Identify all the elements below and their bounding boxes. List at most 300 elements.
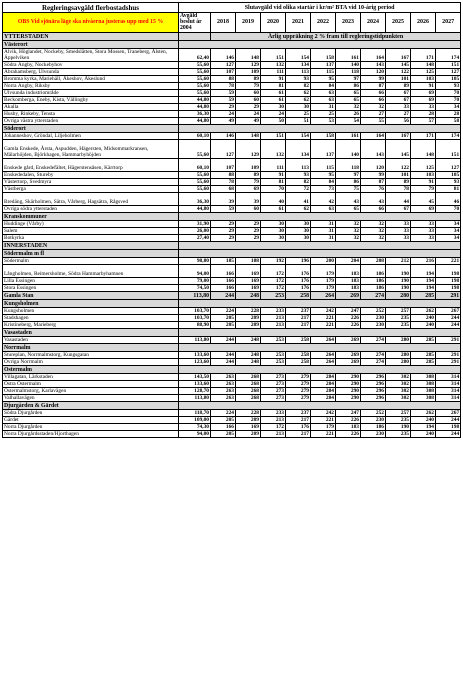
fee-cell: 169 [236, 284, 261, 291]
fee-cell: 115 [311, 68, 336, 75]
fee-cell: 285 [411, 358, 436, 365]
group-spacer [179, 249, 461, 257]
fee-cell: 66 [361, 89, 386, 96]
area-name: Södra Djurgården [3, 409, 179, 416]
base-fee-cell: 55,60 [179, 82, 211, 89]
fee-cell: 263 [211, 373, 236, 380]
fee-cell: 120 [361, 68, 386, 75]
fee-cell: 269 [336, 358, 361, 365]
group-title: Kungsholmen [3, 299, 179, 307]
year-header: 2022 [311, 13, 336, 33]
fee-cell: 285 [411, 336, 436, 343]
table-row [3, 185, 461, 192]
area-name: Akalla [3, 103, 179, 110]
fee-cell: 221 [311, 314, 336, 321]
fee-cell: 91 [411, 82, 436, 89]
fee-cell: 279 [286, 373, 311, 380]
table-row [3, 336, 461, 343]
fee-cell: 43 [361, 192, 386, 205]
area-name: Norra Ängby, Riksby [3, 82, 179, 89]
area-name: Kungsholmen [3, 307, 179, 314]
fee-cell: 30 [261, 227, 286, 234]
fee-cell: 88 [211, 75, 236, 82]
fee-cell: 41 [286, 192, 311, 205]
fee-cell: 242 [311, 409, 336, 416]
fee-cell: 50 [261, 117, 286, 124]
group-spacer [179, 299, 461, 307]
fee-cell: 32 [361, 234, 386, 241]
fee-cell: 172 [261, 423, 286, 430]
fee-cell: 280 [386, 358, 411, 365]
table-row [3, 103, 461, 110]
table-row [3, 423, 461, 430]
fee-cell: 291 [436, 336, 461, 343]
fee-cell: 176 [286, 277, 311, 284]
fee-cell: 118 [336, 68, 361, 75]
table-row [3, 380, 461, 387]
area-name: Husby, Rinkeby, Tensta [3, 110, 179, 117]
area-name: Västberga [3, 185, 179, 192]
fee-cell: 264 [311, 291, 336, 299]
fee-cell: 140 [336, 61, 361, 68]
group-spacer [179, 328, 461, 336]
fee-cell: 230 [361, 430, 386, 437]
group-header-row [3, 365, 461, 373]
area-name: Övriga Norrmalm [3, 358, 179, 365]
table-row [3, 416, 461, 423]
fee-cell: 314 [436, 380, 461, 387]
table-row [3, 75, 461, 82]
fee-cell: 186 [361, 423, 386, 430]
fee-cell: 198 [436, 277, 461, 284]
fee-cell: 29 [211, 234, 236, 241]
fee-cell: 67 [386, 205, 411, 212]
fee-cell: 194 [411, 264, 436, 277]
fee-cell: 166 [211, 277, 236, 284]
fee-cell: 122 [386, 158, 411, 171]
fee-cell: 240 [411, 321, 436, 328]
fee-cell: 89 [236, 171, 261, 178]
fee-cell: 161 [336, 48, 361, 61]
fee-cell: 244 [436, 416, 461, 423]
fee-cell: 30 [286, 103, 311, 110]
fee-cell: 302 [386, 380, 411, 387]
fee-cell: 248 [236, 358, 261, 365]
fee-cell: 296 [361, 373, 386, 380]
fee-cell: 60 [236, 205, 261, 212]
fee-cell: 213 [261, 416, 286, 423]
table-row [3, 117, 461, 124]
base-fee-cell: 55,60 [179, 89, 211, 96]
fee-cell: 33 [411, 103, 436, 110]
base-fee-cell: 27,40 [179, 234, 211, 241]
fee-cell: 183 [336, 423, 361, 430]
group-spacer [179, 343, 461, 351]
fee-cell: 284 [311, 380, 336, 387]
fee-cell: 137 [311, 139, 336, 158]
fee-cell: 235 [386, 430, 411, 437]
fee-cell: 228 [236, 307, 261, 314]
base-fee-cell: 98,80 [179, 257, 211, 264]
fee-cell: 196 [286, 257, 311, 264]
fee-cell: 258 [286, 291, 311, 299]
fee-cell: 113 [286, 158, 311, 171]
base-fee-cell: 94,00 [179, 264, 211, 277]
area-name: Bredäng, Skärholmen, Sätra, Vårberg, Hagsätra, Rågsved [3, 192, 179, 205]
base-fee-cell: 123,60 [179, 358, 211, 365]
table-row [3, 234, 461, 241]
base-fee-cell: 44,80 [179, 205, 211, 212]
fee-cell: 76 [361, 185, 386, 192]
fee-cell: 148 [236, 48, 261, 61]
fee-cell: 79 [236, 82, 261, 89]
fee-cell: 213 [261, 321, 286, 328]
fee-cell: 115 [311, 158, 336, 171]
fee-cell: 29 [236, 227, 261, 234]
fee-cell: 290 [336, 373, 361, 380]
area-name: Övriga södra ytterstaden [3, 205, 179, 212]
fee-cell: 60 [236, 89, 261, 96]
fee-cell: 26 [336, 110, 361, 117]
base-fee-cell: 55,60 [179, 75, 211, 82]
fee-cell: 31 [311, 103, 336, 110]
fee-cell: 179 [311, 284, 336, 291]
fee-cell: 263 [211, 387, 236, 394]
fee-cell: 166 [211, 423, 236, 430]
fee-cell: 132 [261, 61, 286, 68]
fee-cell: 31 [311, 227, 336, 234]
fee-cell: 253 [261, 358, 286, 365]
fee-cell: 143 [361, 61, 386, 68]
table-row [3, 358, 461, 365]
fee-cell: 78 [386, 185, 411, 192]
region-row [3, 241, 461, 249]
fee-cell: 216 [411, 257, 436, 264]
fee-cell: 24 [261, 110, 286, 117]
table-row [3, 220, 461, 227]
group-header-row [3, 328, 461, 336]
fee-cell: 161 [336, 132, 361, 139]
table-row [3, 307, 461, 314]
base-fee-cell: 44,80 [179, 96, 211, 103]
fee-cell: 28 [411, 110, 436, 117]
fee-cell: 285 [411, 291, 436, 299]
fee-cell: 290 [336, 380, 361, 387]
fee-cell: 151 [436, 61, 461, 68]
fee-cell: 146 [211, 132, 236, 139]
area-name: Gärdet [3, 416, 179, 423]
fee-cell: 172 [261, 284, 286, 291]
fee-cell: 107 [211, 68, 236, 75]
fee-cell: 68 [211, 185, 236, 192]
area-name: Södra Ängby, Nockebyhov [3, 61, 179, 68]
fee-cell: 59 [211, 205, 236, 212]
table-row [3, 284, 461, 291]
fee-cell: 70 [436, 89, 461, 96]
fee-cell: 70 [436, 205, 461, 212]
table-row [3, 171, 461, 178]
fee-cell: 209 [236, 314, 261, 321]
fee-cell: 204 [336, 257, 361, 264]
fee-cell: 221 [311, 430, 336, 437]
area-name: Övriga västra ytterstaden [3, 117, 179, 124]
fee-cell: 143 [361, 139, 386, 158]
fee-cell: 230 [361, 416, 386, 423]
fee-cell: 93 [436, 178, 461, 185]
fee-cell: 33 [411, 220, 436, 227]
fee-cell: 63 [311, 89, 336, 96]
fee-cell: 29 [211, 220, 236, 227]
fee-cell: 87 [361, 82, 386, 89]
fee-cell: 228 [236, 409, 261, 416]
fee-cell: 55 [361, 117, 386, 124]
base-fee-cell: 79,00 [179, 277, 211, 284]
base-fee-cell: 36,30 [179, 192, 211, 205]
fee-cell: 82 [286, 82, 311, 89]
fee-cell: 127 [211, 139, 236, 158]
fee-cell: 81 [436, 185, 461, 192]
fee-cell: 69 [411, 205, 436, 212]
fee-cell: 244 [211, 336, 236, 343]
fee-cell: 84 [311, 82, 336, 89]
area-name: Stureplan, Norrmalmstorg, Kungsgatan [3, 351, 179, 358]
group-title: Gamla Stan [3, 291, 179, 299]
group-title: Södermalm m fl [3, 249, 179, 257]
fee-cell: 32 [336, 234, 361, 241]
fee-cell: 290 [336, 387, 361, 394]
fee-cell: 244 [436, 321, 461, 328]
fee-cell: 258 [286, 358, 311, 365]
fee-cell: 291 [436, 351, 461, 358]
fee-cell: 78 [211, 178, 236, 185]
fee-cell: 237 [286, 409, 311, 416]
year-header: 2018 [211, 13, 236, 33]
fee-cell: 86 [336, 178, 361, 185]
fee-cell: 30 [261, 103, 286, 110]
base-fee-cell: 74,50 [179, 284, 211, 291]
area-name: Johanneshov, Gröndal, Liljeholmen [3, 132, 179, 139]
fee-cell: 209 [236, 321, 261, 328]
group-header-row [3, 249, 461, 257]
fee-cell: 125 [411, 158, 436, 171]
fee-cell: 205 [211, 314, 236, 321]
fee-cell: 86 [336, 82, 361, 89]
fee-cell: 291 [436, 291, 461, 299]
fee-cell: 70 [436, 96, 461, 103]
fee-cell: 49 [236, 117, 261, 124]
fee-cell: 78 [211, 82, 236, 89]
fee-cell: 268 [236, 373, 261, 380]
fee-cell: 253 [261, 336, 286, 343]
fee-cell: 30 [286, 220, 311, 227]
fee-cell: 31 [311, 220, 336, 227]
fee-cell: 284 [311, 394, 336, 401]
table-row [3, 430, 461, 437]
base-fee-cell: 118,70 [179, 409, 211, 416]
fee-cell: 32 [361, 103, 386, 110]
fee-cell: 257 [386, 409, 411, 416]
base-fee-cell: 74,30 [179, 423, 211, 430]
area-name: Östra Östermalm [3, 380, 179, 387]
fee-cell: 267 [436, 409, 461, 416]
fee-cell: 28 [436, 110, 461, 117]
base-fee-cell: 31,90 [179, 220, 211, 227]
fee-cell: 213 [261, 314, 286, 321]
fee-cell: 33 [386, 220, 411, 227]
group-header-row [3, 299, 461, 307]
fee-cell: 99 [361, 171, 386, 178]
fee-cell: 79 [236, 178, 261, 185]
base-fee-cell: 44,80 [179, 117, 211, 124]
fee-cell: 244 [211, 291, 236, 299]
group-header-row [3, 40, 461, 48]
fee-cell: 43 [336, 192, 361, 205]
fee-cell: 205 [211, 416, 236, 423]
table-row [3, 227, 461, 234]
fee-cell: 190 [386, 284, 411, 291]
fee-cell: 66 [361, 96, 386, 103]
fee-cell: 129 [236, 139, 261, 158]
fee-cell: 185 [211, 257, 236, 264]
fee-cell: 63 [311, 205, 336, 212]
region-spacer [179, 241, 461, 249]
fee-cell: 192 [261, 257, 286, 264]
fee-cell: 127 [436, 158, 461, 171]
fee-cell: 262 [411, 307, 436, 314]
fee-cell: 314 [436, 387, 461, 394]
fee-cell: 237 [286, 307, 311, 314]
fee-cell: 81 [261, 178, 286, 185]
sheet-title: Regleringsavgäld flerbostadshus [3, 3, 179, 13]
table-row [3, 89, 461, 96]
fee-cell: 167 [386, 48, 411, 61]
fee-cell: 69 [411, 89, 436, 96]
base-fee-cell: 60,10 [179, 132, 211, 139]
fee-cell: 230 [361, 321, 386, 328]
fee-cell: 140 [336, 139, 361, 158]
fee-cell: 137 [311, 61, 336, 68]
fee-cell: 107 [211, 158, 236, 171]
table-row [3, 321, 461, 328]
indexation-note: Årlig uppräkning 2 % fram till regleringstidpunkten [211, 32, 461, 40]
base-fee-cell: 133,60 [179, 351, 211, 358]
fee-cell: 27 [386, 110, 411, 117]
fee-cell: 258 [286, 336, 311, 343]
fee-cell: 314 [436, 394, 461, 401]
base-fee-cell: 113,80 [179, 394, 211, 401]
fee-cell: 212 [386, 257, 411, 264]
fee-cell: 75 [336, 185, 361, 192]
fee-cell: 226 [336, 314, 361, 321]
fee-cell: 233 [261, 409, 286, 416]
base-fee-cell: 143,50 [179, 373, 211, 380]
fee-cell: 148 [411, 61, 436, 68]
fee-cell: 221 [311, 416, 336, 423]
fee-cell: 81 [261, 82, 286, 89]
fee-cell: 240 [411, 314, 436, 321]
fee-cell: 32 [361, 227, 386, 234]
fee-cell: 279 [286, 394, 311, 401]
group-spacer [179, 124, 461, 132]
rate-sheet [2, 2, 460, 438]
fee-cell: 226 [336, 430, 361, 437]
fee-cell: 129 [236, 61, 261, 68]
fee-cell: 166 [211, 284, 236, 291]
group-spacer [179, 365, 461, 373]
fee-cell: 172 [261, 264, 286, 277]
fee-cell: 198 [436, 264, 461, 277]
fee-cell: 34 [436, 234, 461, 241]
fee-cell: 172 [261, 277, 286, 284]
table-row [3, 82, 461, 89]
fee-cell: 97 [336, 75, 361, 82]
area-name: Ulvsunda industriområde [3, 89, 179, 96]
fee-cell: 169 [236, 423, 261, 430]
fee-cell: 103 [411, 75, 436, 82]
fee-cell: 221 [436, 257, 461, 264]
fee-cell: 95 [311, 171, 336, 178]
area-name: Bromma kyrka, Mariehäll, Åkeshov, Åkeslund [3, 75, 179, 82]
fee-cell: 39 [211, 192, 236, 205]
area-name: Stadshagen [3, 314, 179, 321]
fee-cell: 280 [386, 351, 411, 358]
fee-cell: 179 [311, 277, 336, 284]
region-title: YTTERSTADEN [3, 32, 179, 40]
fee-cell: 205 [211, 321, 236, 328]
seaside-warning: OBS Vid sjönära läge ska nivåerna justeras upp med 15 % [3, 13, 179, 33]
area-name: Villagatan, Lärkstaden [3, 373, 179, 380]
fee-cell: 32 [336, 103, 361, 110]
group-title: Kranskommuner [3, 212, 179, 220]
fee-cell: 217 [286, 314, 311, 321]
fee-cell: 240 [411, 430, 436, 437]
fee-cell: 285 [411, 351, 436, 358]
fee-cell: 30 [261, 234, 286, 241]
fee-cell: 154 [286, 48, 311, 61]
fee-cell: 186 [361, 277, 386, 284]
fee-cell: 82 [286, 178, 311, 185]
fee-cell: 280 [386, 336, 411, 343]
table-row [3, 158, 461, 171]
fee-cell: 33 [386, 103, 411, 110]
fee-cell: 217 [286, 430, 311, 437]
fee-cell: 248 [236, 291, 261, 299]
area-name: Gamla Enskede, Årsta, Aspudden, Hägersten, Midsommarkransen, Mälarhöjden, Björkhagen, Hammarbyhöjden [3, 139, 179, 158]
group-header-row [3, 291, 461, 299]
fee-cell: 308 [411, 387, 436, 394]
table-row [3, 314, 461, 321]
fee-cell: 169 [236, 277, 261, 284]
fee-cell: 39 [236, 192, 261, 205]
base-fee-cell: 55,60 [179, 68, 211, 75]
group-header-row [3, 401, 461, 409]
fee-cell: 59 [211, 89, 236, 96]
fee-cell: 290 [336, 394, 361, 401]
fee-cell: 284 [311, 387, 336, 394]
fee-cell: 79 [411, 185, 436, 192]
fee-cell: 29 [236, 220, 261, 227]
fee-cell: 30 [261, 220, 286, 227]
fee-cell: 263 [211, 380, 236, 387]
fee-cell: 49 [211, 117, 236, 124]
table-row [3, 264, 461, 277]
fee-cell: 233 [261, 307, 286, 314]
fee-cell: 88 [211, 171, 236, 178]
base-fee-cell: 36,30 [179, 110, 211, 117]
fee-cell: 111 [261, 158, 286, 171]
fee-cell: 24 [236, 110, 261, 117]
area-name: Kristineberg, Marieberg [3, 321, 179, 328]
